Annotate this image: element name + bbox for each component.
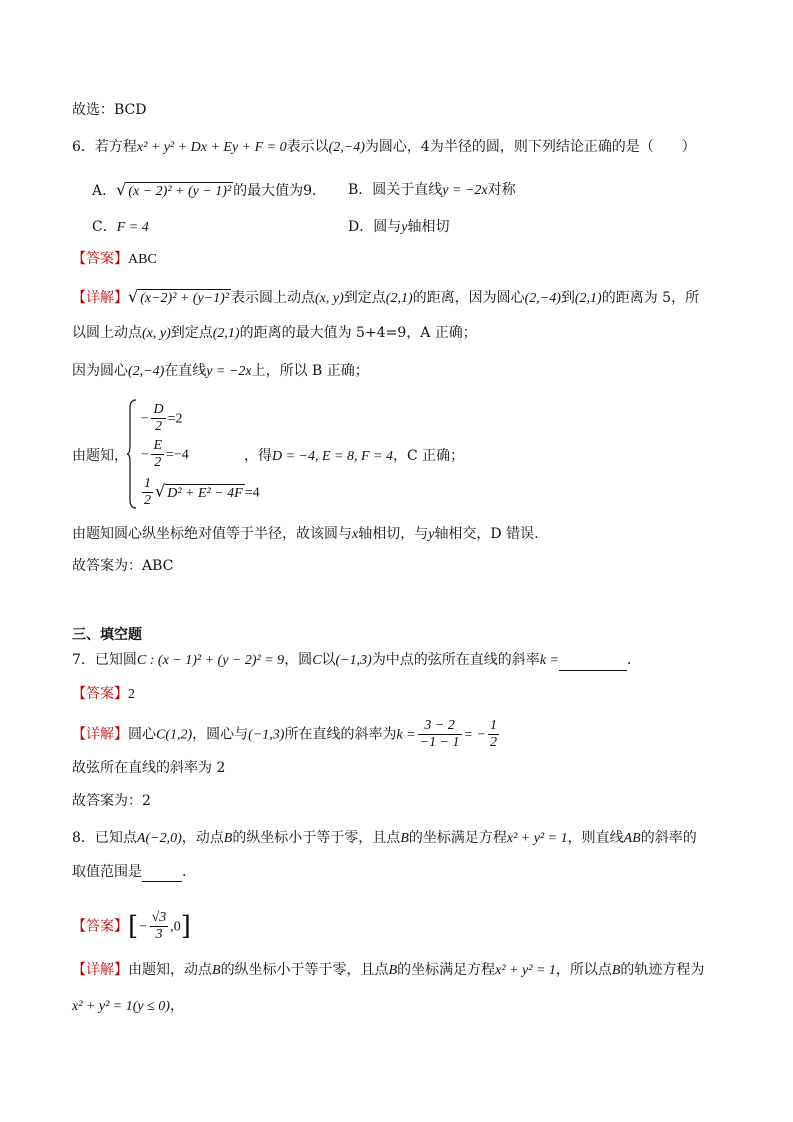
q7-blank xyxy=(559,656,627,671)
q7-detail-line-2: 故弦所在直线的斜率为 2 xyxy=(72,760,226,776)
q6-detail-line-2: 以圆上动点(x, y)到定点(2,1)的距离的最大值为 5+4=9，A 正确； xyxy=(72,325,477,341)
system-row-1: − $\frac{D}{2}$ =2 xyxy=(140,402,183,434)
q8-detail-line-1: 【详解】由题知，动点B的纵坐标小于等于零，且点B的坐标满足方程x² + y² = 1，所以点B的轨迹方程为 xyxy=(72,962,705,978)
q8-blank xyxy=(142,867,182,882)
system-brace xyxy=(126,398,138,510)
system-row-2: − $\frac{E}{2}$ =−4 xyxy=(140,438,189,470)
question-6-stem: 6．若方程x² + y² + Dx + Ey + F = 0表示以(2,−4)为圆心，4为半径的圆，则下列结论正确的是（ ） xyxy=(72,139,696,155)
option-a: A．√ (x − 2)² + (y − 1)² 的最大值为9． xyxy=(92,180,327,199)
q8-answer: 【答案】[− $\frac{√3}{3}$ ,0] xyxy=(72,910,191,942)
question-7-stem: 7．已知圆C : (x − 1)² + (y − 2)² = 9，圆C以(−1,3)为中点的弦所在直线的斜率k = . xyxy=(72,650,631,671)
option-c: C．F = 4 xyxy=(92,219,149,235)
question-8-line-2: 取值范围是 . xyxy=(72,864,187,880)
q6-answer: 【答案】ABC xyxy=(72,251,157,267)
q6-detail-line-3: 因为圆心(2,−4)在直线y = −2x上，所以 B 正确； xyxy=(72,363,369,379)
q8-detail-line-2: x² + y² = 1(y ≤ 0)， xyxy=(72,998,184,1014)
system-result: ，得D = −4, E = 8, F = 4，C 正确； xyxy=(244,448,465,464)
q7-answer: 【答案】2 xyxy=(72,686,135,702)
system-row-3: $\frac{1}{2}$ √ D² + E² − 4F =4 xyxy=(144,476,260,508)
section-heading: 三、填空题 xyxy=(72,627,142,643)
previous-conclusion: 故选：BCD xyxy=(72,102,147,118)
q6-final-answer: 故答案为：ABC xyxy=(72,558,174,574)
q6-detail-line-1: 【详解】√ (x−2)² + (y−1)² 表示圆上动点(x, y)到定点(2,1)的距离，因为圆心(2,−4)到(2,1)的距离为 5，所 xyxy=(72,287,700,306)
option-d: D．圆与y轴相切 xyxy=(348,219,450,235)
q7-final-answer: 故答案为：2 xyxy=(72,793,151,809)
option-b: B．圆关于直线y = −2x对称 xyxy=(348,182,516,198)
q6-detail-line-5: 由题知圆心纵坐标绝对值等于半径，故该圆与x轴相切，与y轴相交，D 错误. xyxy=(72,526,539,542)
system-prefix: 由题知， xyxy=(72,448,128,464)
q7-detail-line-1: 【详解】圆心C(1,2)，圆心与(−1,3)所在直线的斜率为k = $\frac{3 - 2}{-1 - 1}$ = − $\frac{1}{2}$ xyxy=(72,718,497,750)
question-8-stem: 8．已知点A(−2,0)，动点B的纵坐标小于等于零，且点B的坐标满足方程x² + y² = 1，则直线AB的斜率的 xyxy=(72,830,697,846)
